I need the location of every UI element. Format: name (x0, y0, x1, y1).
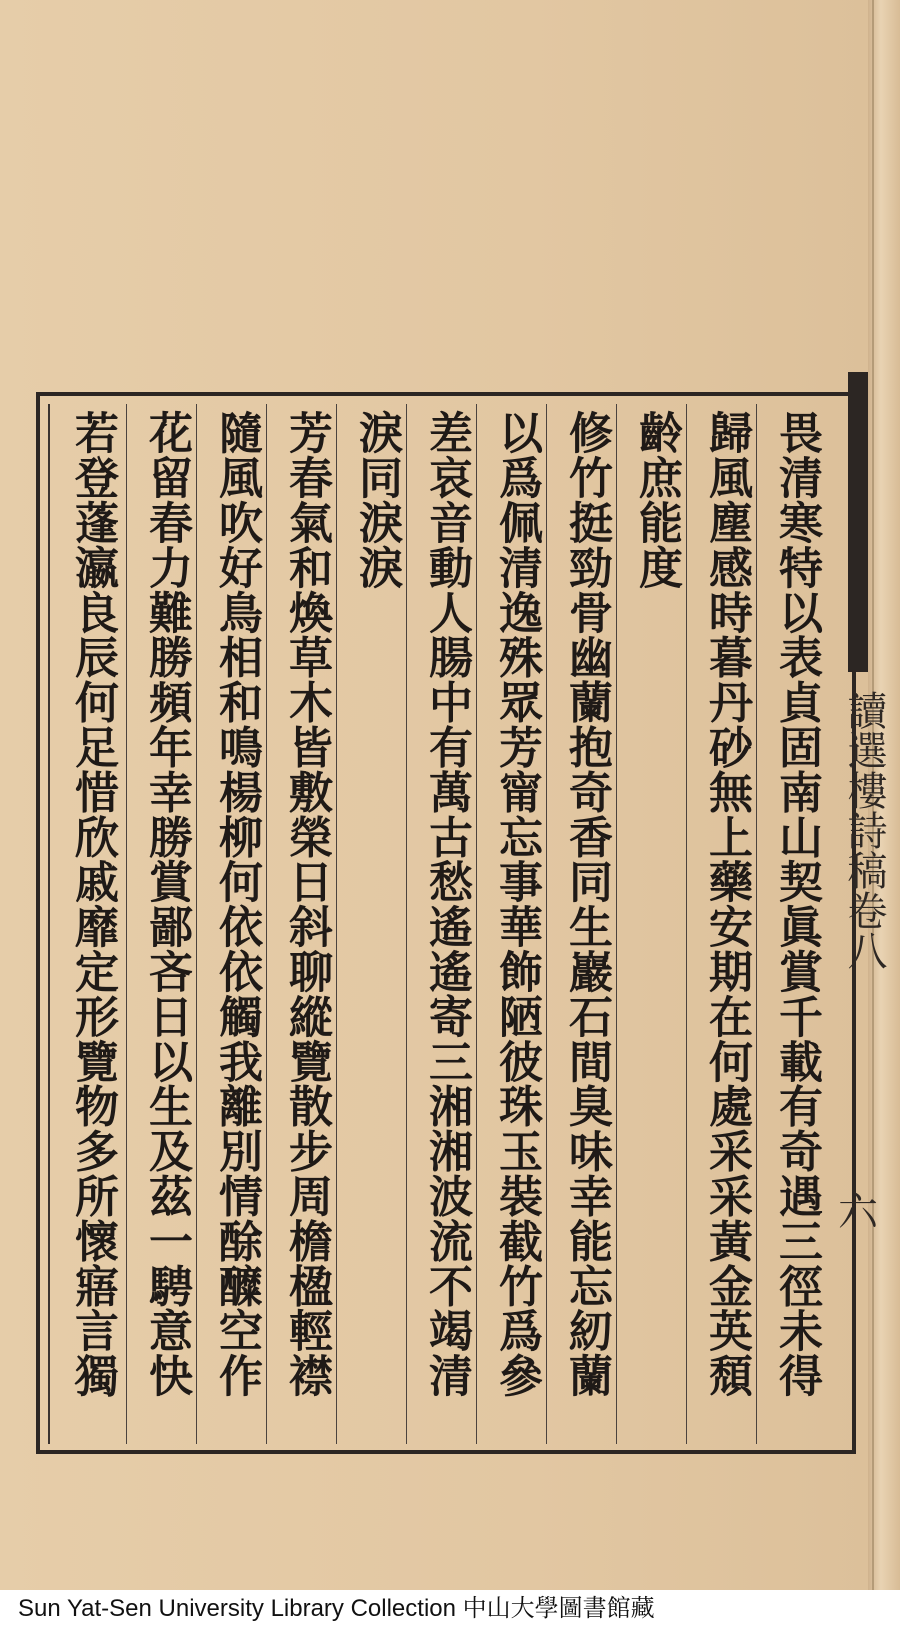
text-column-10: 花留春力難勝頻年幸勝賞鄙吝日以生及茲一騁意快 (141, 410, 192, 1398)
column-rule (476, 404, 477, 1444)
text-column-11: 若登蓬瀛良辰何足惜欣戚靡定形覽物多所懷寤言獨 (67, 410, 118, 1398)
text-column-2: 歸風塵感時暮丹砂無上藥安期在何處采采黃金英頹 (701, 410, 752, 1398)
column-rule (686, 404, 687, 1444)
text-column-3: 齡庶能度 (631, 410, 682, 590)
text-column-5: 以爲佩清逸殊眾芳甯忘事華飾陋彼珠玉裝截竹爲參 (491, 410, 542, 1398)
text-column-4: 修竹挺勁骨幽蘭抱奇香同生巖石間臭味幸能忘紉蘭 (561, 410, 612, 1398)
spine-tab (848, 372, 868, 672)
column-rule (126, 404, 127, 1444)
frame-inner-line (48, 404, 50, 1444)
column-rule (266, 404, 267, 1444)
text-column-7: 淚同淚淚 (351, 410, 402, 590)
text-column-1: 畏清寒特以表貞固南山契眞賞千載有奇遇三徑未得 (771, 410, 822, 1398)
page-number: 六 (838, 1189, 878, 1235)
text-column-8: 芳春氣和煥草木皆敷榮日斜聊縱覽散步周檐楹輕襟 (281, 410, 332, 1398)
text-column-9: 隨風吹好鳥相和鳴楊柳何依依觸我離別情酴醾空作 (211, 410, 262, 1398)
column-rule (616, 404, 617, 1444)
library-caption: Sun Yat-Sen University Library Collection 中山大學圖書館藏 (0, 1590, 900, 1628)
column-rule (756, 404, 757, 1444)
column-rule (336, 404, 337, 1444)
column-rule (546, 404, 547, 1444)
column-rule (406, 404, 407, 1444)
column-rule (196, 404, 197, 1444)
text-column-6: 差哀音動人腸中有萬古愁遙遙寄三湘湘波流不竭清 (421, 410, 472, 1398)
spine-title: 讀選樓詩稿卷八 (841, 690, 887, 970)
